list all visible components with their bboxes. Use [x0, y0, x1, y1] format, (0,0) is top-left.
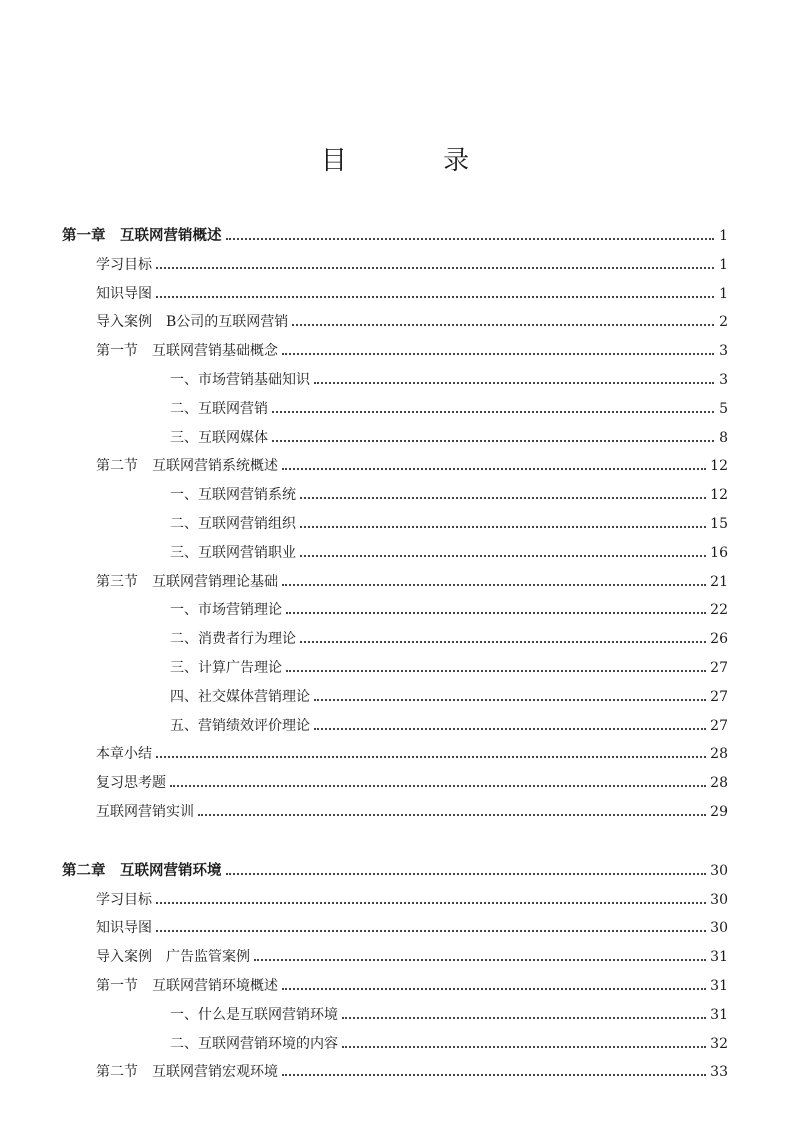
dot-leader [286, 670, 706, 672]
dot-leader [300, 641, 706, 643]
toc-page-number: 1 [719, 228, 728, 244]
toc-section-entry [96, 338, 728, 360]
toc-section-entry [96, 281, 728, 303]
toc-entry-label: 导入案例 广告监管案例 [96, 949, 250, 966]
toc-entry-label: 知识导图 [96, 285, 152, 302]
dot-leader [314, 699, 706, 701]
toc-entry-label: 五、营销绩效评价理论 [170, 717, 310, 734]
toc-page-number: 27 [710, 660, 728, 676]
toc-section-entry [96, 453, 728, 475]
toc-page-number: 8 [719, 429, 728, 446]
toc-section-entry [96, 973, 728, 995]
toc-subsection-entry [170, 396, 728, 418]
toc-entry-label: 一、市场营销理论 [170, 602, 282, 619]
dot-leader [198, 814, 706, 816]
dot-leader [300, 497, 706, 499]
toc-page-number: 27 [710, 688, 728, 705]
toc-entry-label: 一、什么是互联网营销环境 [170, 1006, 338, 1023]
toc-entry-label: 第三节 互联网营销理论基础 [96, 573, 278, 590]
toc-section-entry [96, 770, 728, 792]
toc-entry-label: 三、互联网营销职业 [170, 544, 296, 561]
toc-section-entry [96, 252, 728, 274]
dot-leader [282, 988, 706, 990]
toc-entry-label: 复习思考题 [96, 775, 166, 792]
toc-page-number: 2 [719, 314, 728, 331]
toc-entry-label: 第二节 互联网营销宏观环境 [96, 1064, 278, 1081]
toc-page-number: 12 [710, 458, 728, 475]
toc-subsection-entry [170, 597, 728, 619]
toc-section-entry [96, 944, 728, 966]
toc-subsection-entry [170, 425, 728, 447]
dot-leader [286, 612, 706, 614]
toc-subsection-entry [170, 482, 728, 504]
toc-subsection-entry [170, 511, 728, 533]
toc-page-number: 1 [719, 285, 728, 302]
toc-entry-label: 知识导图 [96, 920, 152, 937]
toc-section-entry [96, 887, 728, 909]
toc-page-number: 30 [710, 862, 728, 879]
toc-section-entry [96, 1059, 728, 1081]
toc-page-number: 3 [719, 372, 728, 388]
toc-entry-label: 四、社交媒体营销理论 [170, 688, 310, 705]
toc-page-number: 12 [710, 487, 728, 504]
toc-subsection-entry [170, 367, 728, 389]
toc-page-number: 28 [710, 746, 728, 763]
dot-leader [156, 902, 706, 904]
dot-leader [272, 440, 714, 442]
toc-page-number: 31 [710, 949, 728, 966]
dot-leader [282, 353, 714, 355]
dot-leader [156, 267, 714, 269]
toc-subsection-entry [170, 1002, 728, 1024]
dot-leader [342, 1046, 706, 1048]
dot-leader [282, 584, 706, 586]
toc-page-number: 28 [710, 775, 728, 792]
toc-entry-label: 第一节 互联网营销环境概述 [96, 978, 278, 994]
dot-leader [156, 756, 706, 758]
toc-page-number: 22 [710, 602, 728, 619]
toc-page-number: 3 [719, 343, 728, 360]
toc-entry-label: 二、互联网营销 [170, 400, 268, 417]
toc-page-number: 27 [710, 717, 728, 734]
toc-entry-label: 导入案例 B公司的互联网营销 [96, 314, 289, 331]
page-title: 目 录 [320, 146, 514, 176]
toc-page-number: 29 [710, 804, 728, 820]
toc-page-number: 30 [710, 891, 728, 908]
toc-section-entry [96, 799, 728, 821]
toc-entry-label: 三、计算广告理论 [170, 660, 282, 676]
toc-page-number: 31 [710, 978, 728, 994]
dot-leader [156, 296, 714, 298]
dot-leader [314, 382, 714, 384]
toc-page-number: 30 [710, 920, 728, 937]
toc-subsection-entry [170, 540, 728, 562]
toc-entry-label: 二、消费者行为理论 [170, 631, 296, 648]
toc-entry-label: 一、市场营销基础知识 [170, 372, 310, 388]
dot-leader [226, 873, 707, 875]
dot-leader [226, 238, 715, 240]
toc-page-number: 16 [710, 544, 728, 561]
toc-entry-label: 学习目标 [96, 891, 152, 908]
toc-page-number: 31 [710, 1006, 728, 1023]
toc-chapter-entry [62, 858, 728, 880]
toc-entry-label: 第二节 互联网营销系统概述 [96, 458, 278, 475]
dot-leader [156, 930, 706, 932]
toc-page-number: 5 [719, 400, 728, 417]
dot-leader [300, 555, 706, 557]
toc-section-entry [96, 569, 728, 591]
toc-entry-label: 二、互联网营销组织 [170, 516, 296, 532]
toc-entry-label: 三、互联网媒体 [170, 429, 268, 446]
toc-chapter-entry [62, 223, 728, 245]
toc-subsection-entry [170, 713, 728, 735]
dot-leader [314, 728, 706, 730]
toc-page-number: 21 [710, 573, 728, 590]
toc-page-number: 1 [719, 256, 728, 273]
toc-page-number: 33 [710, 1064, 728, 1081]
toc-entry-label: 一、互联网营销系统 [170, 487, 296, 504]
dot-leader [254, 959, 706, 961]
toc-entry-label: 第二章 互联网营销环境 [62, 862, 222, 879]
toc-entry-label: 二、互联网营销环境的内容 [170, 1035, 338, 1052]
toc-subsection-entry [170, 655, 728, 677]
dot-leader [282, 468, 706, 470]
toc-subsection-entry [170, 684, 728, 706]
toc-page-number: 32 [710, 1035, 728, 1052]
dot-leader [170, 785, 706, 787]
toc-page-number: 15 [710, 516, 728, 532]
toc-subsection-entry [170, 1031, 728, 1053]
dot-leader [282, 1074, 706, 1076]
toc-entry-label: 第一节 互联网营销基础概念 [96, 343, 278, 360]
toc-section-entry [96, 309, 728, 331]
dot-leader [300, 526, 706, 528]
toc-entry-label: 第一章 互联网营销概述 [62, 228, 222, 244]
toc-subsection-entry [170, 626, 728, 648]
toc-entry-label: 学习目标 [96, 256, 152, 273]
toc-section-entry [96, 915, 728, 937]
dot-leader [272, 411, 714, 413]
toc-entry-label: 互联网营销实训 [96, 804, 194, 820]
toc-section-entry [96, 741, 728, 763]
toc-entry-label: 本章小结 [96, 746, 152, 763]
dot-leader [342, 1017, 706, 1019]
toc-page-number: 26 [710, 631, 728, 648]
dot-leader [292, 324, 714, 326]
